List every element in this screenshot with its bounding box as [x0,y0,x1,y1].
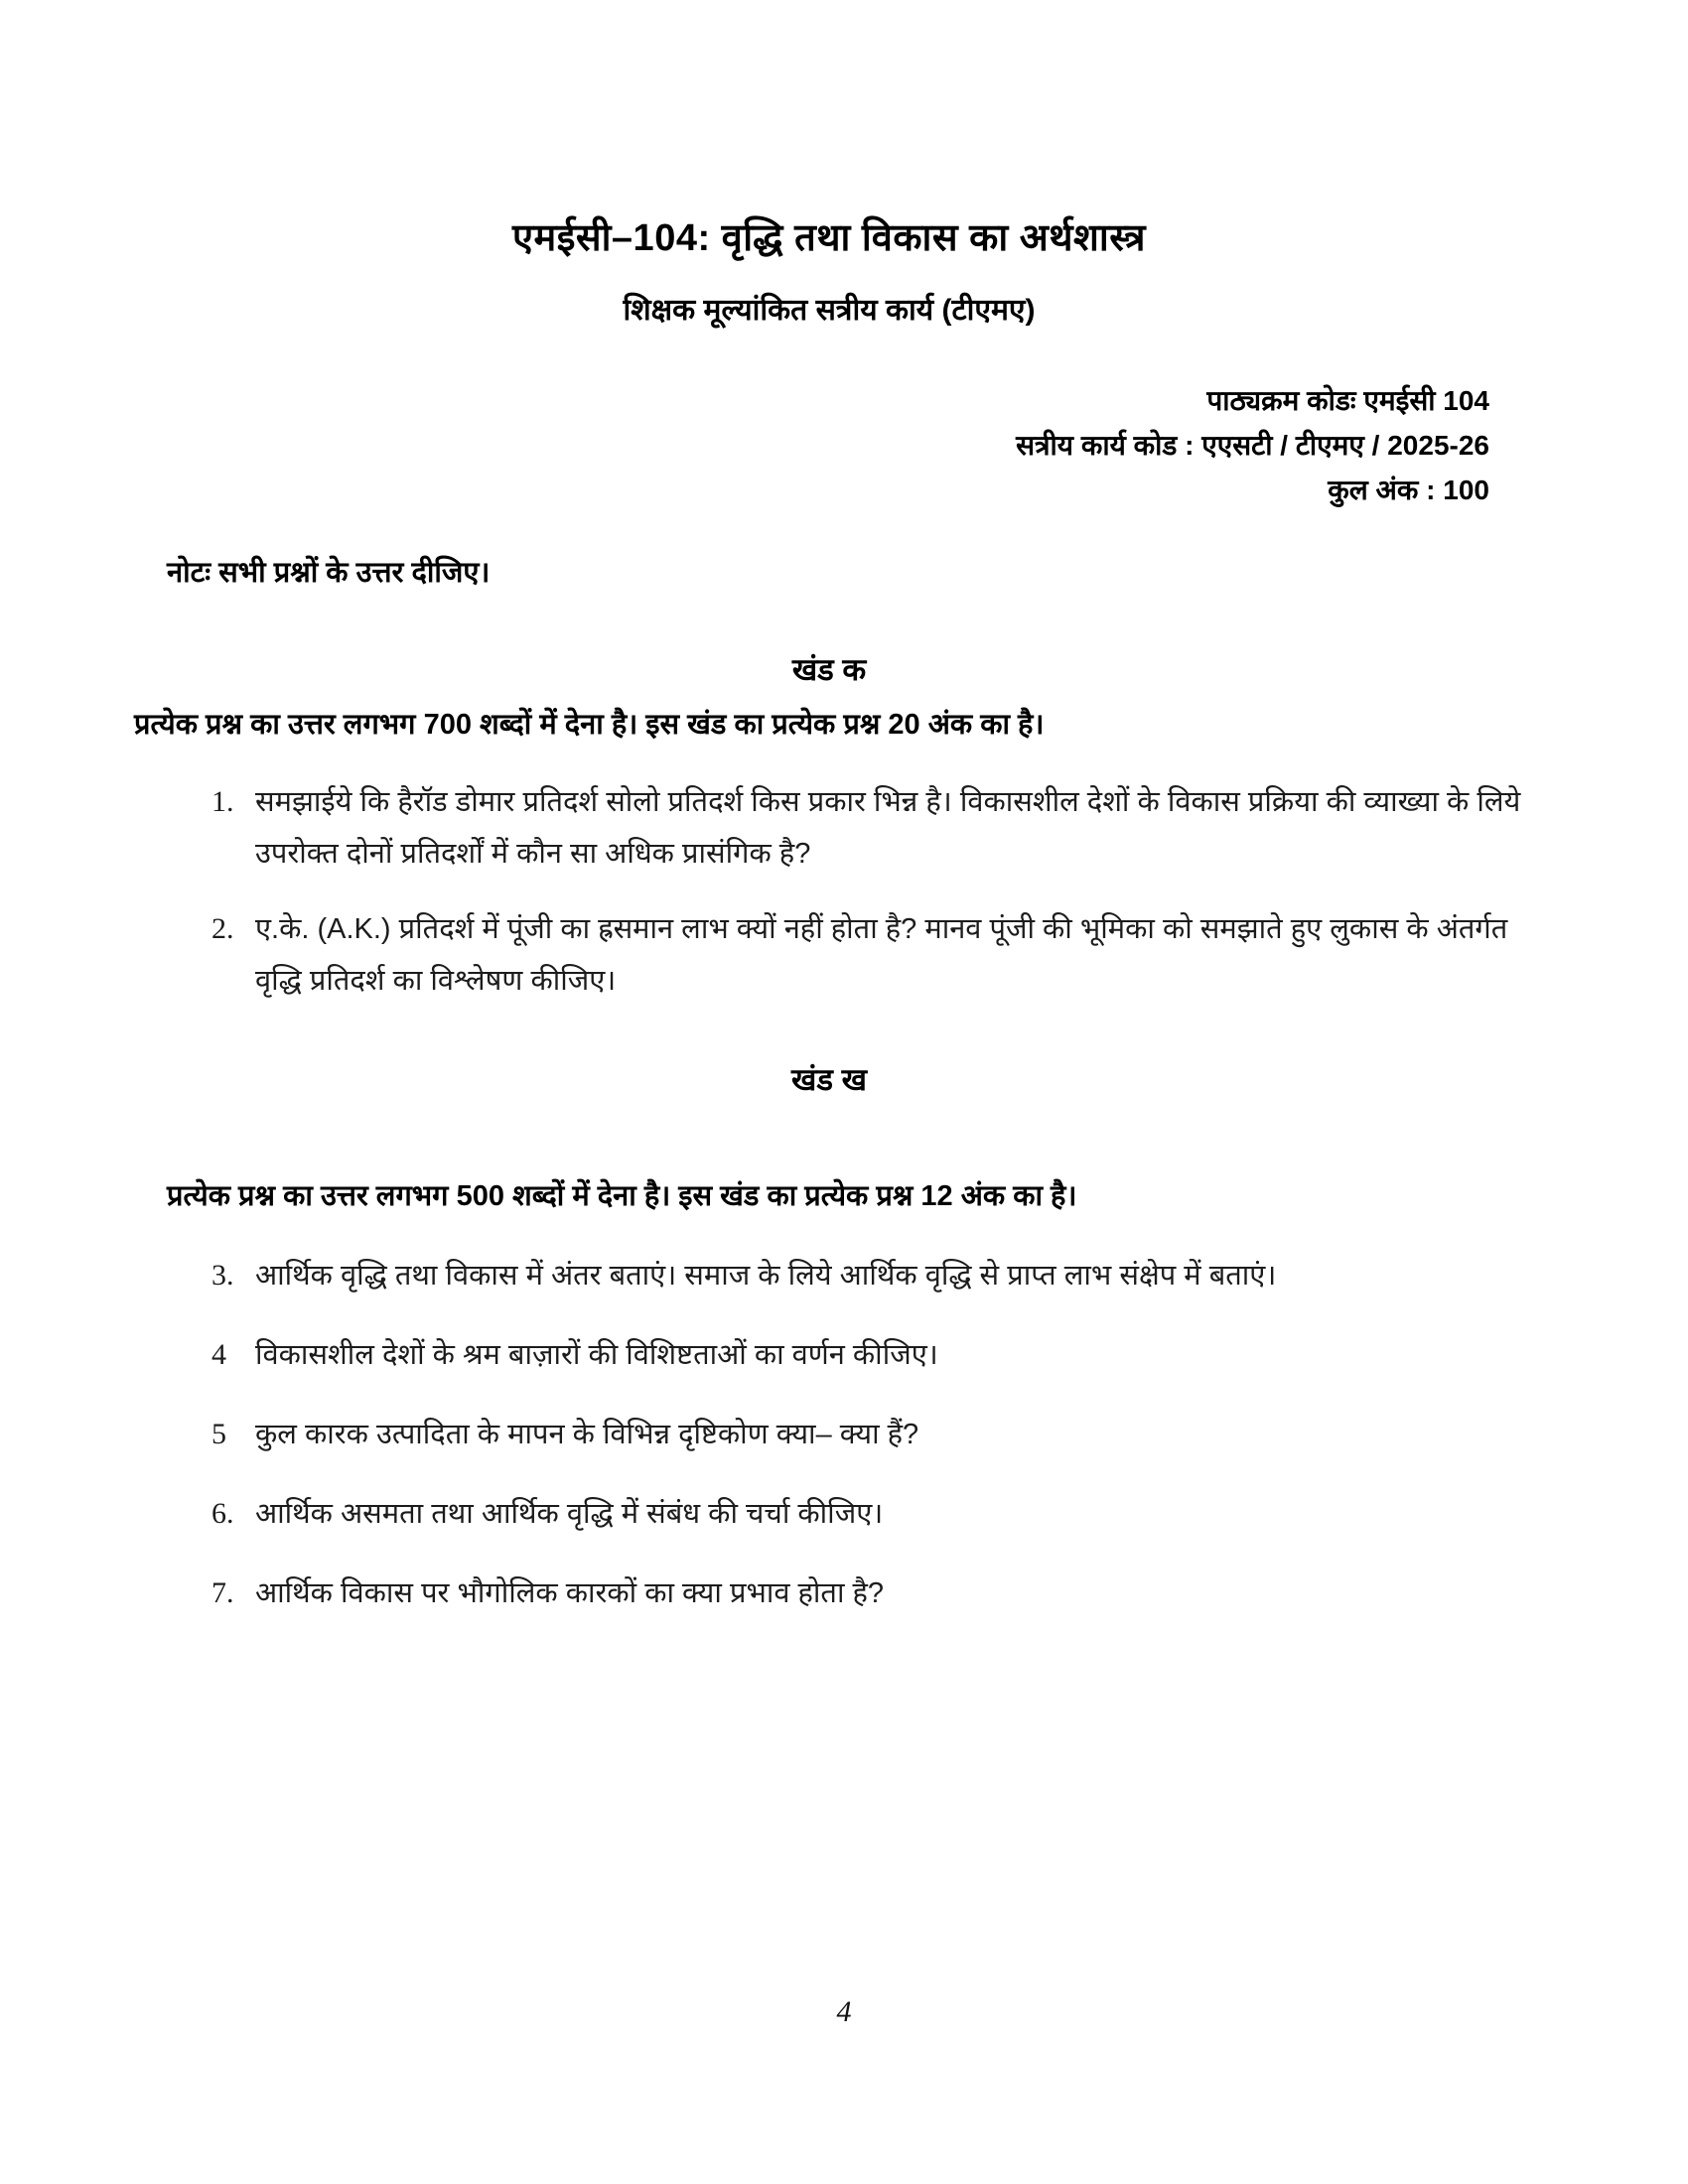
question-number: 4 [211,1337,226,1371]
question-text: आर्थिक विकास पर भौगोलिक कारकों का क्या प्रभाव होता है? [255,1576,885,1609]
section-b-heading: खंड ख [791,1061,867,1097]
question-text: ए.के. (A.K.) प्रतिदर्श में पूंजी का ह्रसमान लाभ क्यों नहीं होता है? मानव पूंजी की भूमिका को समझाते हुए लुकास के अंतर्गत वृद्धि प्रतिदर्श का विश्लेषण कीजिए। [255,912,1508,997]
question-number: 3. [211,1258,234,1292]
question-number: 5 [211,1417,226,1450]
total-marks-line: कुल अंक : 100 [1328,475,1489,505]
section-a [134,648,1524,1007]
question-item [134,903,1524,1007]
course-codes-block [134,378,1524,512]
document-header [134,210,1524,591]
page-number: 4 [836,1995,852,2028]
section-b [134,1058,1524,1619]
question-item [134,1329,1524,1381]
note-line: नोटः सभी प्रश्नों के उत्तर दीजिए। [167,557,491,589]
question-text: आर्थिक वृद्धि तथा विकास में अंतर बताएं। समाज के लिये आर्थिक वृद्धि से प्राप्त लाभ संक्षेप में बताएं। [255,1259,1277,1292]
section-b-instruction: प्रत्येक प्रश्न का उत्तर लगभग 500 शब्दों में देना है। इस खंड का प्रत्येक प्रश्न 12 अंक का है। [167,1179,1077,1212]
question-text: आर्थिक असमता तथा आर्थिक वृद्धि में संबंध की चर्चा कीजिए। [255,1497,884,1530]
question-number: 2. [211,911,234,945]
question-number: 6. [211,1496,234,1530]
section-a-instruction: प्रत्येक प्रश्न का उत्तर लगभग 700 शब्दों में देना है। इस खंड का प्रत्येक प्रश्न 20 अंक का है। [134,709,1045,741]
question-item [134,1488,1524,1540]
question-item [134,1409,1524,1460]
question-text: कुल कारक उत्पादिता के मापन के विभिन्न दृष्टिकोण क्या– क्या हैं? [255,1418,919,1450]
section-a-heading: खंड क [791,652,867,687]
assignment-code-line: सत्रीय कार्य कोड : एएसटी / टीएमए / 2025-26 [1016,430,1489,461]
question-text: विकासशील देशों के श्रम बाज़ारों की विशिष्टताओं का वर्णन कीजिए। [255,1338,938,1371]
question-number: 1. [211,784,234,818]
section-a-questions [134,776,1524,1007]
question-number: 7. [211,1575,234,1609]
course-code-line: पाठ्यक्रम कोडः एमईसी 104 [1206,385,1489,416]
page-subtitle: शिक्षक मूल्यांकित सत्रीय कार्य (टीएमए) [623,294,1036,327]
question-text: समझाईये कि हैरॉड डोमार प्रतिदर्श सोलो प्रतिदर्श किस प्रकार भिन्न है। विकासशील देशों के विकास प्रक्रिया की व्याख्या के लिये उपरोक्त दोनों प्रतिदर्शों में कौन सा अधिक प्रासंगिक है? [255,785,1521,870]
question-item [134,776,1524,880]
section-b-questions [134,1250,1524,1619]
page-title: एमईसी–104: वृद्धि तथा विकास का अर्थशास्त्र [512,217,1146,259]
question-item [134,1568,1524,1619]
question-item [134,1250,1524,1301]
